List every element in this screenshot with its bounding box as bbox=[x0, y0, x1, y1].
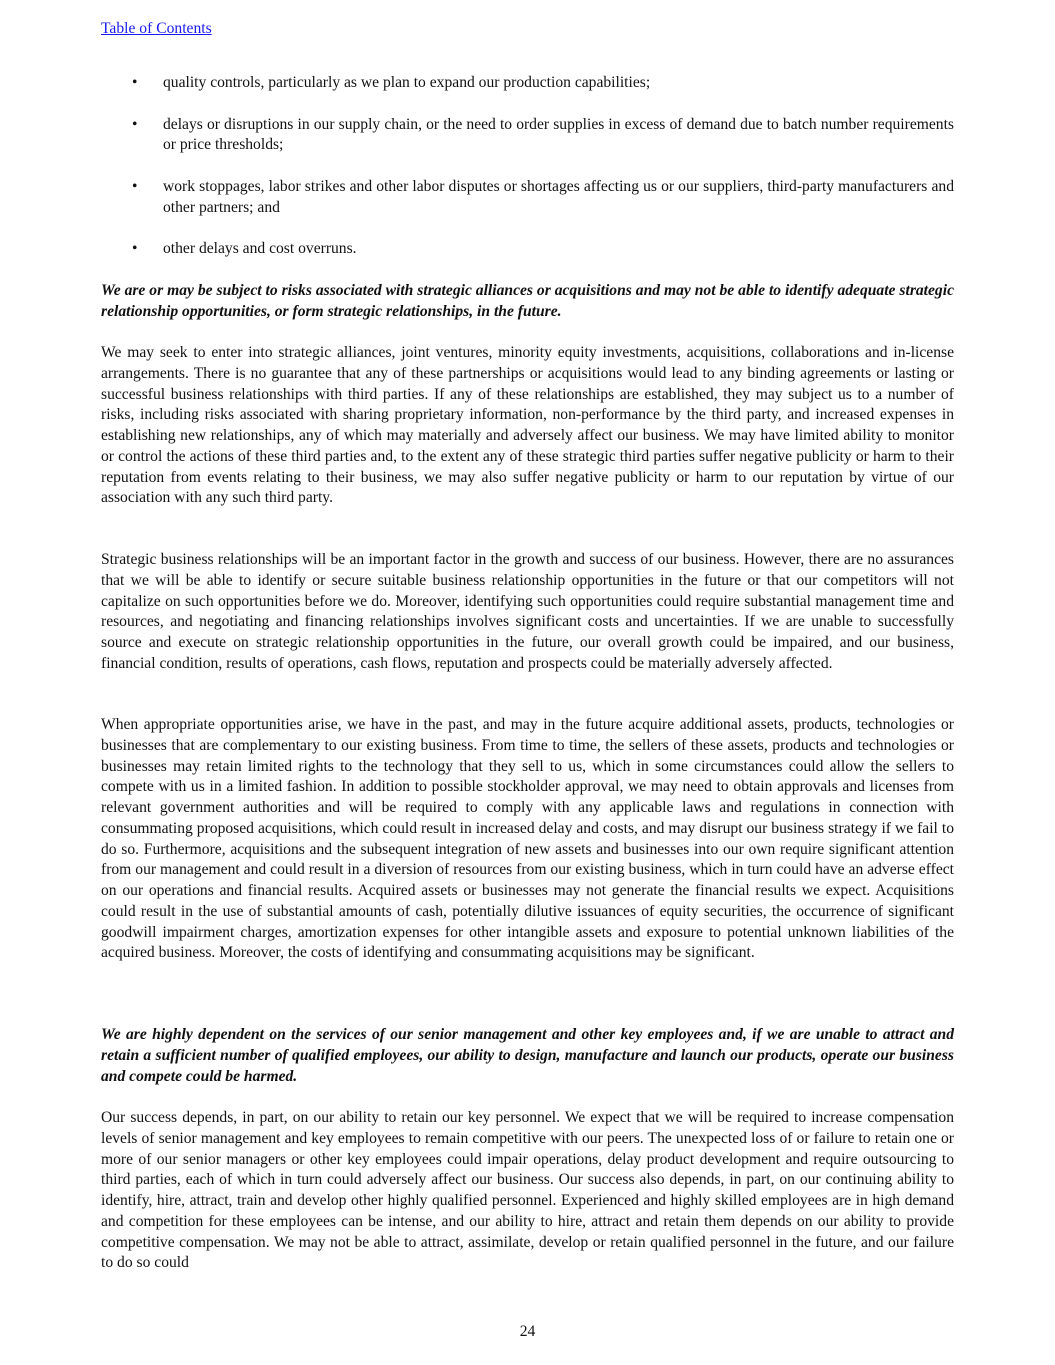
risk-bullet-list bbox=[101, 73, 954, 281]
bullet-text: delays or disruptions in our supply chain, or the need to order supplies in excess of demand due to batch number requirements or price thresholds; bbox=[163, 115, 954, 154]
table-of-contents-link[interactable]: Table of Contents bbox=[101, 20, 212, 37]
bullet-icon: • bbox=[132, 115, 138, 133]
section-heading-strategic-alliances: We are or may be subject to risks associated with strategic alliances or acquisitions and may not be able to identify adequate strategic relationship opportunities, or form strategic relationships, in the future. bbox=[101, 282, 954, 320]
paragraph-strategic-relationships: Strategic business relationships will be an important factor in the growth and success of our business. However, there are no assurances that we will be able to identify or secure suitable business relationship opportunities in the future or that our competitors will not capitalize on such opportunities before we do. Moreover, identifying such opportunities could require substantial management time and resources, and negotiating and financing relationships involves significant costs and uncertainties. If we are unable to successfully source and execute on strategic relationship opportunities in the future, our overall growth could be impaired, and our business, financial condition, results of operations, cash flows, reputation and prospects could be materially adversely affected. bbox=[101, 551, 954, 672]
paragraph-strategic-alliances: We may seek to enter into strategic alliances, joint ventures, minority equity investments, acquisitions, collaborations and in-license arrangements. There is no guarantee that any of these partnerships or acquisitions would lead to any binding agreements or lasting or successful business relationships with third parties. If any of these relationships are established, they may subject us to a number of risks, including risks associated with sharing proprietary information, non-performance by the third party, and increased expenses in establishing new relationships, any of which may materially and adversely affect our business. We may have limited ability to monitor or control the actions of these third parties and, to the extent any of these strategic third parties suffer negative publicity or harm to their reputation from events relating to their business, we may also suffer negative publicity or harm to our reputation by virtue of our association with any such third party. bbox=[101, 344, 954, 507]
bullet-item bbox=[101, 177, 954, 219]
bullet-text: other delays and cost overruns. bbox=[163, 240, 357, 257]
bullet-item bbox=[101, 115, 954, 157]
section-heading-key-employees: We are highly dependent on the services of our senior management and other key employees and, if we are unable to attract and retain a sufficient number of qualified employees, our ability to design, manufacture and launch our products, operate our business and compete could be harmed. bbox=[101, 1026, 954, 1085]
bullet-item bbox=[101, 73, 954, 94]
paragraph-acquisitions: When appropriate opportunities arise, we have in the past, and may in the future acquire additional assets, products, technologies or businesses that are complementary to our existing business. From time to time, the sellers of these assets, products and technologies or businesses may retain limited rights to the technology that they sell to us, which in some circumstances could allow the sellers to compete with us in a limited fashion. In addition to possible stockholder approval, we may need to obtain approvals and licenses from relevant government authorities and will be required to comply with any applicable laws and regulations in connection with consummating proposed acquisitions, which could result in increased delay and costs, and may disrupt our business strategy if we fail to do so. Furthermore, acquisitions and the subsequent integration of new assets and businesses into our own require significant attention from our management and could result in a diversion of resources from our existing business, which in turn could have an adverse effect on our operations and financial results. Acquired assets or businesses may not generate the financial results we expect. Acquisitions could result in the use of substantial amounts of cash, potentially dilutive issuances of equity securities, the occurrence of significant goodwill impairment charges, amortization expenses for other intangible assets and exposure to potential unknown liabilities of the acquired business. Moreover, the costs of identifying and consummating acquisitions may be significant. bbox=[101, 716, 954, 962]
bullet-item bbox=[101, 239, 954, 260]
bullet-text: quality controls, particularly as we plan to expand our production capabilities; bbox=[163, 74, 651, 91]
bullet-icon: • bbox=[132, 177, 138, 195]
bullet-icon: • bbox=[132, 240, 138, 257]
bullet-text: work stoppages, labor strikes and other labor disputes or shortages affecting us or our suppliers, third-party manufacturers and other partners; and bbox=[163, 177, 954, 216]
bullet-icon: • bbox=[132, 74, 138, 91]
page-number: 24 bbox=[519, 1323, 536, 1340]
paragraph-key-personnel: Our success depends, in part, on our ability to retain our key personnel. We expect that we will be required to increase compensation levels of senior management and key employees to remain competitive with our peers. The unexpected loss of or failure to retain one or more of our senior managers or other key employees could impair operations, delay product development and require outsourcing to third parties, each of which in turn could adversely affect our business. Our success also depends, in part, on our continuing ability to identify, hire, attract, train and develop other highly qualified personnel. Experienced and highly skilled employees are in high demand and competition for these employees can be intense, and our ability to hire, attract and retain them depends on our ability to provide competitive compensation. We may not be able to attract, assimilate, develop or retain qualified personnel in the future, and our failure to do so could bbox=[101, 1109, 954, 1272]
